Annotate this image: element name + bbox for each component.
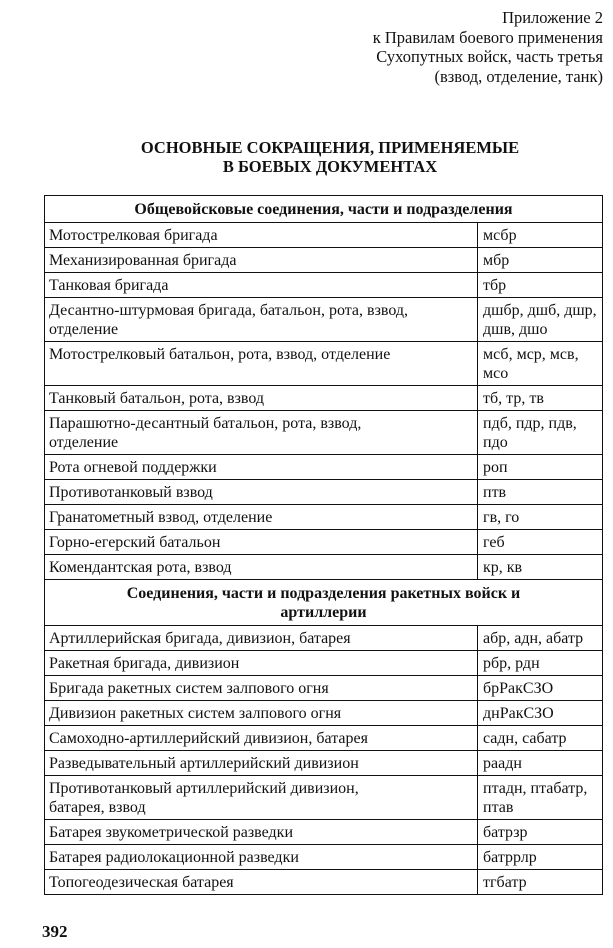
appendix-line: к Правилам боевого применения (372, 27, 603, 47)
title-line: В БОЕВЫХ ДОКУМЕНТАХ (222, 157, 438, 176)
table-row (45, 455, 603, 480)
unit-name-cell: Артиллерийская бригада, дивизион, батарея (45, 626, 478, 651)
unit-name-cell: Батарея радиолокационной разведки (45, 845, 478, 870)
unit-name-cell: Танковая бригада (45, 273, 478, 298)
abbreviation-cell: тбр (478, 273, 603, 298)
abbreviation-cell: роп (478, 455, 603, 480)
table-row (45, 626, 603, 651)
abbreviation-cell: птадн, птабатр, птав (478, 776, 603, 820)
abbreviation-cell: мсб, мср, мсв, мсо (478, 342, 603, 386)
table-row (45, 298, 603, 342)
abbreviation-cell: абр, адн, абатр (478, 626, 603, 651)
appendix-line: (взвод, отделение, танк) (434, 66, 603, 86)
unit-name-cell: Мотострелковый батальон, рота, взвод, отделение (45, 342, 478, 386)
unit-name-cell: Танковый батальон, рота, взвод (45, 386, 478, 411)
section-heading-row (45, 580, 603, 626)
page-title (0, 138, 613, 176)
abbreviation-cell: геб (478, 530, 603, 555)
table-row (45, 701, 603, 726)
table-row (45, 530, 603, 555)
unit-name-cell: Комендантская рота, взвод (45, 555, 478, 580)
appendix-line: Сухопутных войск, часть третья (376, 47, 603, 66)
unit-name-cell: Топогеодезическая батарея (45, 870, 478, 895)
abbreviation-cell: гв, го (478, 505, 603, 530)
unit-name-cell: Мотострелковая бригада (45, 223, 478, 248)
unit-name-cell: Бригада ракетных систем залпового огня (45, 676, 478, 701)
unit-name-cell: Разведывательный артиллерийский дивизион (45, 751, 478, 776)
unit-name-cell: Парашютно-десантный батальон, рота, взвод, отделение (45, 411, 478, 455)
unit-name-cell: Гранатометный взвод, отделение (45, 505, 478, 530)
table-row (45, 223, 603, 248)
abbreviations-table (44, 195, 603, 895)
title-line: ОСНОВНЫЕ СОКРАЩЕНИЯ, ПРИМЕНЯЕМЫЕ (140, 138, 520, 157)
page-number: 392 (42, 922, 68, 941)
table-row (45, 676, 603, 701)
abbreviation-cell: кр, кв (478, 555, 603, 580)
abbreviation-cell: садн, сабатр (478, 726, 603, 751)
unit-name-cell: Противотанковый артиллерийский дивизион, батарея, взвод (45, 776, 478, 820)
section-heading: Общевойсковые соединения, части и подразделения (45, 196, 603, 223)
table-row (45, 751, 603, 776)
abbreviation-cell: тгбатр (478, 870, 603, 895)
section-heading: Соединения, части и подразделения ракетных войск и артиллерии (45, 580, 603, 626)
abbreviation-cell: мбр (478, 248, 603, 273)
table-row (45, 505, 603, 530)
section-heading-row (45, 196, 603, 223)
unit-name-cell: Горно-егерский батальон (45, 530, 478, 555)
abbreviation-cell: днРакСЗО (478, 701, 603, 726)
appendix-line: Приложение 2 (502, 8, 603, 27)
unit-name-cell: Дивизион ракетных систем залпового огня (45, 701, 478, 726)
table-row (45, 342, 603, 386)
table-row (45, 386, 603, 411)
abbreviation-cell: батррлр (478, 845, 603, 870)
table-row (45, 273, 603, 298)
abbreviation-cell: пдб, пдр, пдв, пдо (478, 411, 603, 455)
abbreviation-cell: брРакСЗО (478, 676, 603, 701)
table-row (45, 845, 603, 870)
unit-name-cell: Противотанковый взвод (45, 480, 478, 505)
appendix-reference (373, 8, 603, 86)
table-row (45, 820, 603, 845)
unit-name-cell: Ракетная бригада, дивизион (45, 651, 478, 676)
abbreviation-cell: раадн (478, 751, 603, 776)
table-row (45, 776, 603, 820)
abbreviation-cell: мсбр (478, 223, 603, 248)
table-row (45, 726, 603, 751)
abbreviation-cell: птв (478, 480, 603, 505)
unit-name-cell: Механизированная бригада (45, 248, 478, 273)
table-row (45, 651, 603, 676)
table-row (45, 248, 603, 273)
table-row (45, 411, 603, 455)
abbreviation-cell: батрзр (478, 820, 603, 845)
table-row (45, 555, 603, 580)
table-row (45, 480, 603, 505)
table-row (45, 870, 603, 895)
unit-name-cell: Десантно-штурмовая бригада, батальон, рота, взвод, отделение (45, 298, 478, 342)
unit-name-cell: Батарея звукометрической разведки (45, 820, 478, 845)
unit-name-cell: Самоходно-артиллерийский дивизион, батарея (45, 726, 478, 751)
unit-name-cell: Рота огневой поддержки (45, 455, 478, 480)
abbreviation-cell: тб, тр, тв (478, 386, 603, 411)
abbreviation-cell: дшбр, дшб, дшр, дшв, дшо (478, 298, 603, 342)
abbreviation-cell: рбр, рдн (478, 651, 603, 676)
